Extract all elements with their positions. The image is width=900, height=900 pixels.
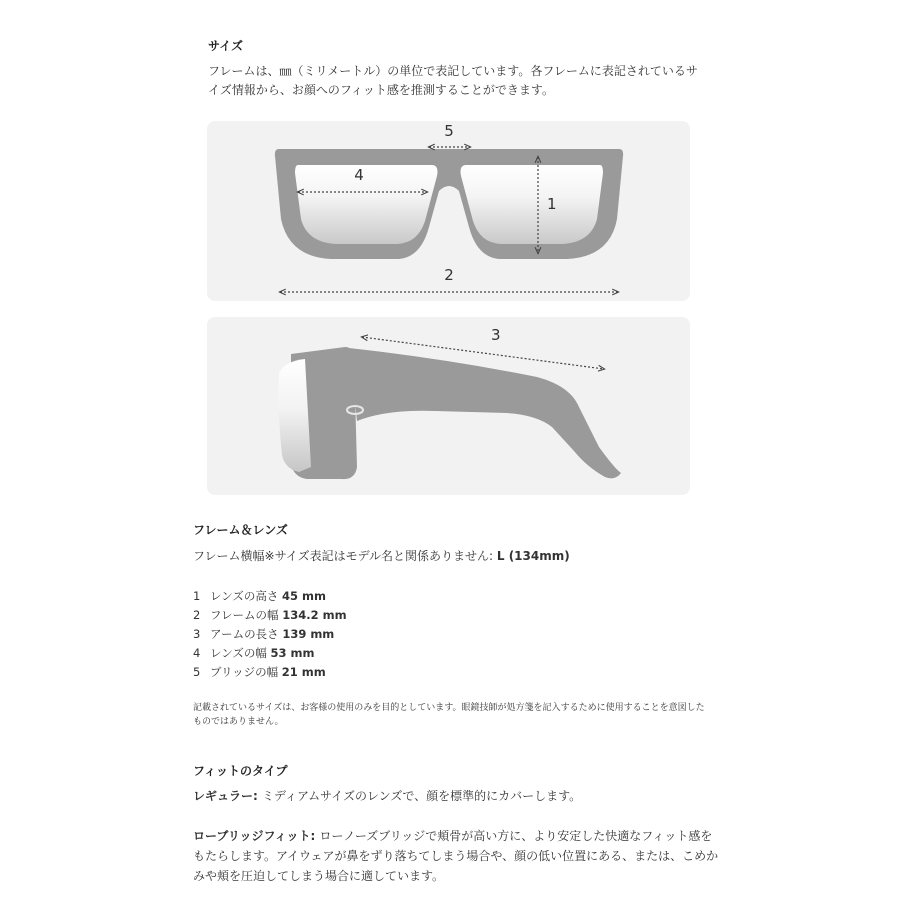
- fit-lowbridge-label: ローブリッジフィット:: [193, 829, 320, 843]
- side-temple-arm: [349, 348, 621, 478]
- spec-row-arm-length: [193, 625, 347, 644]
- right-lens: [461, 165, 604, 244]
- spec-label: アームの長さ: [210, 627, 283, 641]
- spec-value: 45 mm: [282, 589, 327, 603]
- left-lens: [295, 165, 438, 244]
- fit-lowbridge-text: ローノーズブリッジで頬骨が高い方に、より安定した快適なフィット感をもたらします。アイウェアが鼻をずり落ちてしまう場合や、顔の低い位置にある、または、こめかみや頬を圧迫してしまう場合に適しています。: [193, 829, 719, 883]
- spec-value: 139 mm: [282, 627, 335, 641]
- front-glasses-illustration: [207, 121, 690, 301]
- label-1: 1: [547, 195, 557, 213]
- spec-value: 21 mm: [281, 665, 326, 679]
- label-2: 2: [444, 266, 454, 284]
- spec-list: [193, 587, 347, 682]
- spec-number: 1: [193, 589, 201, 603]
- side-glasses-illustration: [207, 317, 690, 495]
- fit-regular-text: ミディアムサイズのレンズで、顔を標準的にカバーします。: [261, 789, 582, 803]
- spec-label: レンズの幅: [210, 646, 271, 660]
- frame-width-line: [193, 547, 570, 564]
- front-view-diagram: [207, 121, 690, 301]
- frame-width-label: フレーム横幅※サイズ表記はモデル名と関係ありません:: [193, 549, 497, 563]
- size-description: フレームは、㎜（ミリメートル）の単位で表記しています。各フレームに表記されているサイズ情報から、お顔へのフィット感を推測することができます。: [208, 64, 698, 97]
- spec-row-bridge-width: [193, 663, 347, 682]
- size-heading: サイズ: [208, 39, 244, 53]
- spec-label: ブリッジの幅: [210, 665, 282, 679]
- frame-lens-heading: フレーム＆レンズ: [193, 523, 288, 537]
- fit-lowbridge-paragraph: [193, 826, 723, 886]
- spec-label: レンズの高さ: [210, 589, 283, 603]
- spec-row-frame-width: [193, 606, 347, 625]
- spec-number: 3: [193, 627, 201, 641]
- side-view-diagram: [207, 317, 690, 495]
- spec-label: フレームの幅: [210, 608, 283, 622]
- spec-row-lens-width: [193, 644, 347, 663]
- frame-width-value: L (134mm): [496, 549, 570, 563]
- label-4: 4: [354, 166, 364, 184]
- fit-regular-paragraph: [193, 786, 723, 806]
- spec-value: 134.2 mm: [282, 608, 347, 622]
- spec-number: 5: [193, 665, 201, 679]
- spec-row-lens-height: [193, 587, 347, 606]
- spec-number: 2: [193, 608, 201, 622]
- spec-value: 53 mm: [270, 646, 315, 660]
- label-3: 3: [491, 326, 501, 344]
- fit-regular-label: レギュラー:: [193, 789, 262, 803]
- size-disclaimer: 記載されているサイズは、お客様の使用のみを目的としています。眼鏡技師が処方箋を記入するために使用することを意図したものではありません。: [193, 703, 705, 727]
- spec-number: 4: [193, 646, 201, 660]
- label-5: 5: [444, 122, 454, 140]
- fit-type-heading: フィットのタイプ: [193, 764, 288, 778]
